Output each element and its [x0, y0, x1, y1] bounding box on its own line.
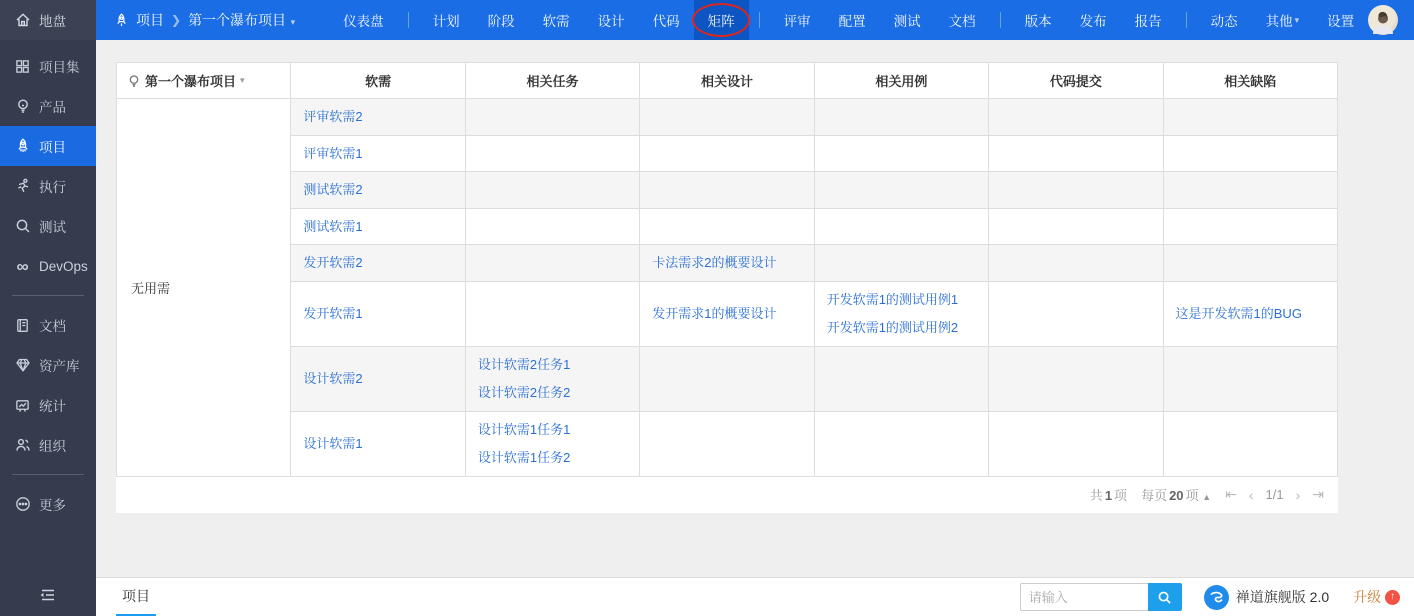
sidebar-item-label: 资产库	[39, 359, 80, 374]
sidebar-item-qa[interactable]	[0, 206, 96, 246]
people-icon	[14, 437, 31, 454]
menu-divider	[408, 12, 409, 28]
sidebar-item-stats[interactable]	[0, 385, 96, 425]
lightbulb-icon	[14, 98, 31, 115]
first-page-button[interactable]: ⇤	[1225, 486, 1237, 502]
sidebar-item-label: 项目	[39, 140, 66, 155]
search-button[interactable]	[1148, 583, 1182, 611]
design-link[interactable]: 卡法需求2的概要设计	[652, 255, 777, 270]
menu-item-release[interactable]: 发布	[1079, 14, 1107, 29]
req-link[interactable]: 评审软需1	[303, 145, 363, 161]
last-page-button[interactable]: ⇥	[1312, 486, 1324, 502]
column-header-commit: 代码提交	[989, 63, 1163, 99]
req-link[interactable]: 测试软需1	[303, 218, 363, 234]
sidebar-item-label: 测试	[39, 220, 66, 235]
sidebar-divider	[12, 295, 84, 296]
page-indicator: 1/1	[1265, 487, 1284, 502]
table-row	[117, 172, 1338, 209]
menu-divider	[1000, 12, 1001, 28]
sidebar-item-label: DevOps	[39, 258, 88, 274]
column-header-design: 相关设计	[640, 63, 814, 99]
gem-icon	[14, 357, 31, 374]
task-link[interactable]: 设计软需1任务1	[477, 421, 571, 437]
pagination	[116, 477, 1338, 513]
prev-page-button[interactable]: ‹	[1248, 486, 1254, 503]
menu-divider	[1186, 12, 1187, 28]
breadcrumb-app[interactable]: 项目	[136, 12, 164, 28]
sidebar-item-label: 产品	[39, 100, 66, 115]
sidebar-item-label: 项目集	[39, 60, 80, 75]
brand-name: 禅道旗舰版 2.0	[1235, 589, 1330, 605]
req-cell	[291, 245, 465, 282]
req-link[interactable]: 发开软需2	[303, 255, 363, 270]
zentao-logo-icon	[1204, 585, 1229, 610]
menu-item-report[interactable]: 报告	[1134, 14, 1162, 29]
sidebar-item-execution[interactable]	[0, 166, 96, 206]
caret-down-icon: ▾	[240, 75, 245, 85]
table-row	[117, 411, 1338, 476]
req-cell	[291, 411, 465, 476]
bug-link[interactable]: 这是开发软需1的BUG	[1175, 305, 1302, 321]
task-link[interactable]: 设计软需2任务2	[477, 385, 571, 400]
sidebar-item-more[interactable]	[0, 484, 96, 524]
matrix-panel	[116, 62, 1338, 513]
req-link[interactable]: 评审软需2	[303, 109, 363, 124]
menu-divider	[759, 12, 760, 28]
menu-item-test[interactable]: 测试	[893, 14, 921, 29]
req-cell	[291, 208, 465, 245]
menu-item-dynamic[interactable]: 动态	[1210, 14, 1238, 29]
sidebar-menu	[0, 40, 96, 524]
content-area	[96, 40, 1414, 577]
caret-down-icon: ▾	[1294, 14, 1300, 25]
sidebar-item-org[interactable]	[0, 425, 96, 465]
collapse-sidebar-button[interactable]	[0, 576, 96, 616]
column-header-case: 相关用例	[814, 63, 988, 99]
table-row	[117, 208, 1338, 245]
menu-item-stage[interactable]: 阶段	[487, 14, 515, 29]
upgrade-link[interactable]: 升级 ↑	[1353, 587, 1400, 607]
menu-item-matrix[interactable]: 矩阵	[694, 0, 749, 40]
req-link[interactable]: 设计软需1	[303, 435, 363, 451]
sidebar-item-label: 统计	[39, 399, 66, 414]
traceability-matrix-table	[116, 62, 1338, 477]
search-icon	[1157, 590, 1172, 605]
table-row	[117, 281, 1338, 346]
sidebar-item-devops[interactable]	[0, 246, 96, 286]
menu-item-softreq[interactable]: 软需	[542, 14, 570, 29]
req-link[interactable]: 设计软需2	[303, 370, 363, 386]
per-page-selector[interactable]: 每页 20 项 ▲	[1141, 488, 1212, 503]
chevron-right-icon: ❯	[171, 13, 182, 27]
search-box	[1020, 583, 1182, 611]
sidebar-item-label: 更多	[39, 498, 66, 513]
design-cell	[640, 245, 814, 282]
sidebar-item-label: 执行	[39, 180, 66, 195]
upgrade-badge-icon: ↑	[1385, 590, 1400, 605]
req-cell	[291, 135, 465, 172]
menu-item-doc[interactable]: 文档	[948, 14, 976, 29]
top-menu	[329, 0, 1368, 40]
project-switcher[interactable]: 第一个瀑布项目 ▾	[188, 12, 296, 28]
menu-item-other[interactable]: 其他 ▾	[1265, 14, 1300, 29]
rocket-icon	[114, 13, 129, 28]
menu-item-dashboard[interactable]: 仪表盘	[343, 14, 384, 29]
infinity-icon: ∞	[16, 256, 29, 276]
breadcrumb	[96, 10, 295, 30]
task-link[interactable]: 设计软需1任务2	[477, 450, 571, 465]
table-row	[117, 135, 1338, 172]
topbar	[96, 0, 1414, 40]
design-link[interactable]: 发开需求1的概要设计	[652, 305, 777, 321]
case-cell	[814, 281, 988, 346]
req-cell	[291, 281, 465, 346]
column-header-task: 相关任务	[465, 63, 639, 99]
table-row	[117, 99, 1338, 136]
menu-item-review[interactable]: 评审	[783, 14, 811, 29]
sidebar-divider	[12, 474, 84, 475]
menu-item-code[interactable]: 代码	[652, 14, 680, 29]
req-cell	[291, 172, 465, 209]
chart-icon	[14, 397, 31, 414]
sidebar-item-doc[interactable]	[0, 305, 96, 345]
collapse-icon	[39, 587, 57, 606]
case-link[interactable]: 开发软需1的测试用例1	[826, 291, 959, 307]
search-input[interactable]	[1020, 583, 1148, 611]
table-row	[117, 346, 1338, 411]
task-cell	[465, 411, 639, 476]
sidebar-item-label: 地盘	[39, 14, 66, 29]
brand	[1204, 585, 1329, 610]
rocket-icon	[14, 138, 31, 155]
user-avatar[interactable]	[1368, 5, 1398, 35]
req-link[interactable]: 测试软需2	[303, 182, 363, 197]
column-header-bug: 相关缺陷	[1163, 63, 1337, 99]
menu-item-plan[interactable]: 计划	[432, 14, 460, 29]
menu-item-settings[interactable]: 设置	[1327, 14, 1355, 29]
case-link[interactable]: 开发软需1的测试用例2	[826, 320, 959, 335]
total-count: 共 1 项	[1089, 488, 1128, 503]
sidebar-item-label: 组织	[39, 439, 66, 454]
bottom-tab-project[interactable]: 项目	[116, 578, 156, 616]
table-header-row	[117, 63, 1338, 99]
magnifier-icon	[14, 218, 31, 235]
sidebar-item-project[interactable]	[0, 126, 96, 166]
bottom-bar	[96, 577, 1414, 616]
sidebar-item-label: 文档	[39, 319, 66, 334]
task-link[interactable]: 设计软需2任务1	[477, 356, 571, 372]
sidebar	[0, 0, 96, 616]
req-link[interactable]: 发开软需1	[303, 305, 363, 321]
group-cell: 无用需	[117, 99, 291, 477]
more-icon	[14, 496, 31, 513]
column-header-req: 软需	[291, 63, 465, 99]
req-cell	[291, 346, 465, 411]
sidebar-item-home[interactable]	[0, 0, 96, 40]
home-icon	[14, 12, 31, 29]
design-cell	[640, 281, 814, 346]
caret-up-icon: ▲	[1202, 492, 1212, 502]
table-row	[117, 245, 1338, 282]
menu-item-design[interactable]: 设计	[597, 14, 625, 29]
menu-item-build[interactable]: 版本	[1024, 14, 1052, 29]
book-icon	[14, 317, 31, 334]
caret-down-icon: ▾	[288, 17, 296, 27]
main-area	[96, 0, 1414, 616]
grid-icon	[14, 58, 31, 75]
column-header-project[interactable]: 第一个瀑布项目 ▾	[117, 63, 291, 99]
sidebar-item-assets[interactable]	[0, 345, 96, 385]
bug-cell	[1163, 281, 1337, 346]
sidebar-item-program[interactable]	[0, 46, 96, 86]
req-cell	[291, 99, 465, 136]
next-page-button[interactable]: ›	[1295, 486, 1301, 503]
menu-item-config[interactable]: 配置	[838, 14, 866, 29]
lightbulb-icon	[127, 74, 141, 88]
runner-icon	[14, 178, 31, 195]
task-cell	[465, 346, 639, 411]
sidebar-item-product[interactable]	[0, 86, 96, 126]
